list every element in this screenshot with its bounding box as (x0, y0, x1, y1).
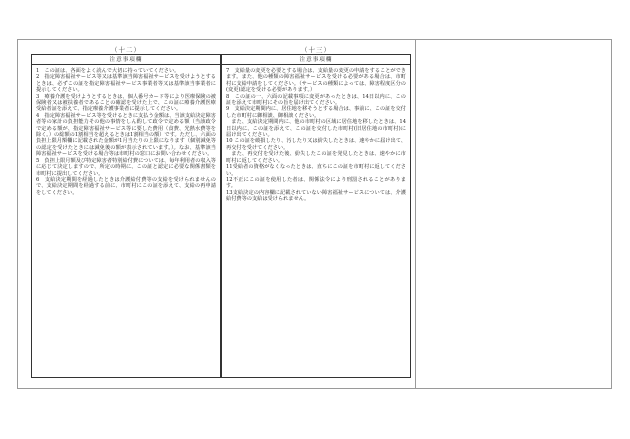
notice-item: 10 この証を破損したり、汚したり又は紛失したときは、速やかに届け出て、再交付を受けてください。 (226, 138, 406, 151)
notice-item: 11受給者の資格がなくなったときは、直ちにこの証を市町村に返してください。 (226, 164, 406, 177)
notice-item: 5 負担上限月額及び特定障害者特別給付費については、毎年利用者の収入等に応じて決定しますので、所定の時期に、この証と認定に必要な関係書類を市町村に提出してください。 (36, 157, 216, 177)
page-label-right: （十三） (301, 46, 331, 54)
notice-item: また、再交付を受けた後、紛失したこの証を発見したときは、速やかに市町村に返してください。 (226, 151, 406, 164)
notice-item: 1 この証は、各面をよく読んで大切に持っていてください。 (36, 68, 180, 74)
notice-item: 8 この証の一、六面の記載事項に変更があったときは、14日以内に、この証を添えて市町村にその旨を届け出てください。 (226, 93, 406, 107)
notice-list-right (222, 65, 410, 203)
notice-item: 7 支給量の変更を必要とする場合は、支給量の変更の申請をすることができます。また、他の種類の障害福祉サービスを受ける必要がある場合は、市町村に支給申請をしてください。（サービスの種類によっては、障害程度区分の(変更)認定を受ける必要があります。） (226, 68, 406, 94)
notice-item: 6 支給決定期間を経過したときは介護給付費等の支給を受けられませんので、支給決定期間を経過する前に、市町村にこの証を添えて、支給の再申請をしてください。 (36, 176, 216, 196)
notice-item: 4 指定障害福祉サービス等を受けるときに支払う金額は、当該支給決定障害者等の家計の負担能力その他の事情をしん酌して政令で定める額（当該政令で定める額が、指定障害福祉サービス等に要した費用（食費、光熱水費等を除く。）の総額の1割相当を超えるときは1割相当の額）です。ただし、六面の負担上限月額欄に記載された金額が1月当たりの上限になります（個別減免等の認定を受けたときには減免後の額が表示されています。）。なお、基準該当障害福祉サービスを受ける場合等は市町村の窓口にお問い合わせください。 (36, 112, 216, 158)
notice-item: 3 療養介護を受けようとするときは、個人番号カード等により医療保険の被保険者又は被扶養者であることの確認を受けた上で、この証に療養介護医療受給者証を添えて、指定療養介護事業者に提示してください。 (36, 93, 216, 113)
notice-list-left (32, 65, 220, 196)
notice-panel-right (221, 54, 411, 378)
panel-header-left: 注意事項欄 (32, 55, 220, 65)
notice-item: 9 支給決定期間内に、居住地を移そうとする場合は、事前に、この証を交付した市町村に御相談、御相談ください。 (226, 106, 406, 119)
notice-item: また、支給決定期間内に、他の市町村の区域に居住地を移したときは、14日以内に、この証を添えて、この証を交付した市町村(旧居住地の市町村)に届け出てください。 (226, 119, 406, 139)
notice-item: 2 指定障害福祉サービス等又は基準該当障害福祉サービスを受けようとするときは、必ずこの証を指定障害福祉サービス事業者等又は基準該当事業者に提示してください。 (36, 74, 216, 94)
notice-item: 13支給決定の内容欄に記載されていない障害福祉サービスについては、介護給付費等の支給は受けられません。 (226, 189, 406, 203)
panel-header-right: 注意事項欄 (222, 55, 410, 65)
notice-panel-left (31, 54, 221, 378)
notice-item: 12不正にこの証を使用した者は、関係法令により刑罰されることがあります。 (226, 176, 406, 190)
fold-line (415, 40, 416, 388)
page-label-left: （十二） (111, 46, 141, 54)
